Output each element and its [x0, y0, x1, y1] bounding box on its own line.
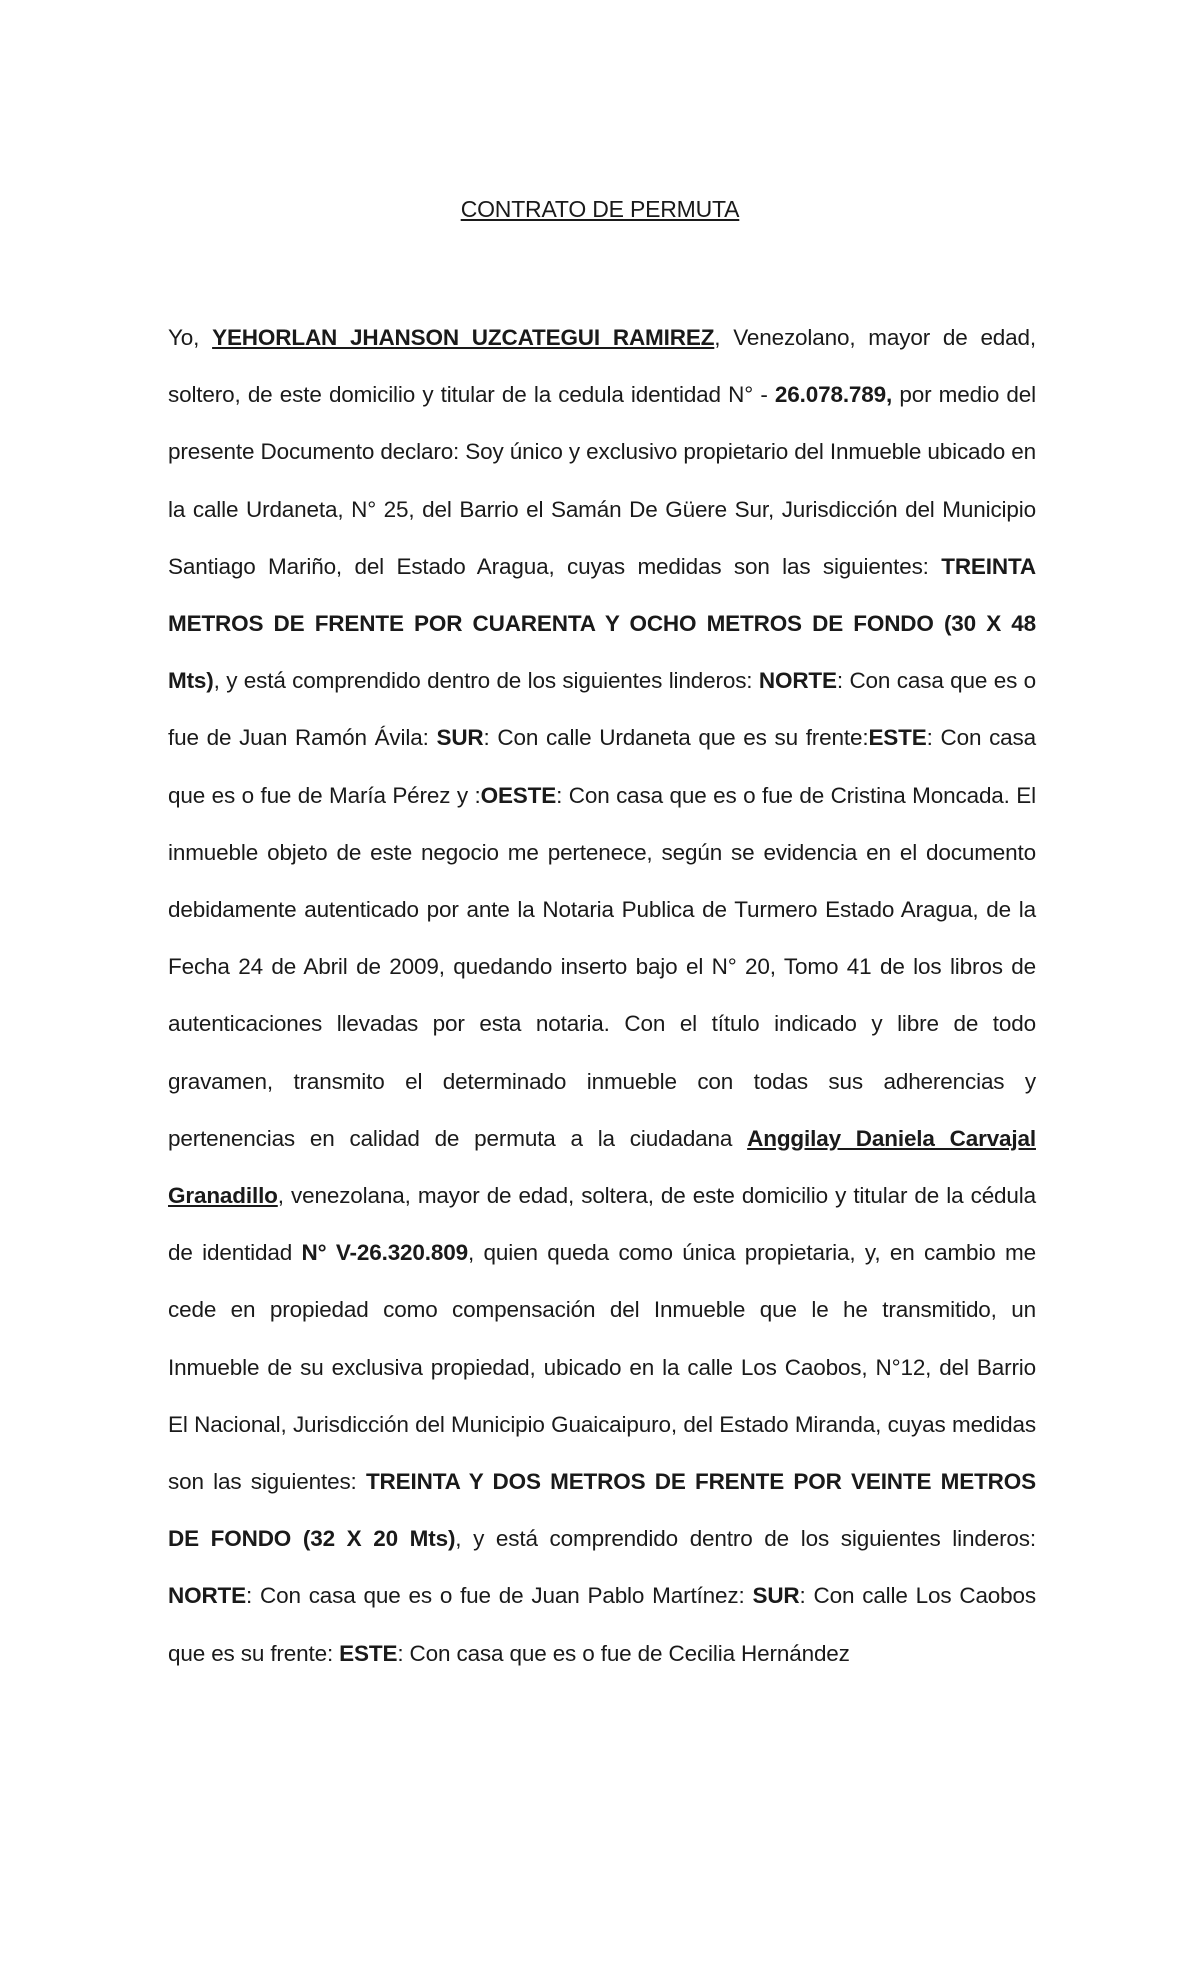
- owner-name: YEHORLAN JHANSON UZCATEGUI RAMIREZ: [212, 325, 715, 350]
- document-title: CONTRATO DE PERMUTA: [460, 196, 740, 222]
- text-run: , y está comprendido dentro de los siguientes linderos:: [213, 668, 759, 694]
- boundary-west-1: OESTE: [480, 782, 557, 808]
- text-run: Yo,: [168, 325, 213, 350]
- property-measures-1: TREINTA METROS DE FRENTE POR CUARENTA Y OCHO METROS DE FONDO (30 X 48 Mts): [168, 553, 1036, 694]
- text-run: : Con casa que es o fue de Cristina Moncada. El inmueble objeto de este negocio me pertenece, según se evidencia en el documento debidamente autenticado por ante la Notaria Publica de Turmero Estado Aragua, de la Fecha 24 de Abril de 2009, quedando inserto bajo el N° 20, Tomo 41 de los libros de autenticaciones llevadas por esta notaria. Con el título indicado y libre de todo gravamen, transmito el determinado inmueble con todas sus adherencias y pertenencias en calidad de permuta a la ciudadana: [168, 782, 1036, 1151]
- text-run: : Con casa que es o fue de María Pérez y :: [168, 725, 1037, 808]
- text-run: por medio del presente Documento declaro: Soy único y exclusivo propietario del Inmueble ubicado en la calle Urdaneta, N° 25, del Barrio el Samán De Güere Sur, Jurisdicción del Municipio Santiago Mariño, del Estado Aragua, cuyas medidas son las siguientes:: [168, 382, 1037, 579]
- text-run: , quien queda como única propietaria, y, en cambio me cede en propiedad como compensación del Inmueble que le he transmitido, un Inmueble de su exclusiva propiedad, ubicado en la calle Los Caobos, N°12, del Barrio El Nacional, Jurisdicción del Municipio Guaicaipuro, del Estado Miranda, cuyas medidas son las siguientes:: [168, 1240, 1036, 1495]
- text-run: : Con calle Los Caobos que es su frente:: [168, 1583, 1036, 1666]
- boundary-east-2: ESTE: [339, 1640, 398, 1666]
- text-run: : Con casa que es o fue de Cecilia Hernández: [397, 1640, 850, 1666]
- text-run: , y está comprendido dentro de los siguientes linderos:: [455, 1526, 1036, 1552]
- boundary-north-2: NORTE: [168, 1583, 247, 1609]
- text-run: : Con calle Urdaneta que es su frente:: [483, 725, 869, 751]
- text-run: , Venezolano, mayor de edad, soltero, de este domicilio y titular de la cedula identidad N° -: [168, 325, 1036, 408]
- text-run: : Con casa que es o fue de Juan Pablo Martínez:: [246, 1583, 753, 1609]
- boundary-east-1: ESTE: [868, 725, 927, 751]
- contract-paragraph: [168, 309, 1036, 1682]
- counterparty-id-number: N° V-26.320.809: [301, 1240, 468, 1266]
- boundary-south-2: SUR: [752, 1583, 800, 1609]
- owner-id-number: 26.078.789,: [774, 382, 893, 408]
- boundary-south-1: SUR: [436, 725, 484, 751]
- boundary-north-1: NORTE: [758, 668, 837, 694]
- text-run: : Con casa que es o fue de Juan Ramón Ávila:: [168, 668, 1036, 751]
- contract-body: [168, 309, 1036, 1682]
- counterparty-name: Anggilay Daniela Carvajal Granadillo: [168, 1125, 1036, 1209]
- text-run: , venezolana, mayor de edad, soltera, de este domicilio y titular de la cédula de identidad: [168, 1183, 1036, 1266]
- property-measures-2: TREINTA Y DOS METROS DE FRENTE POR VEINTE METROS DE FONDO (32 X 20 Mts): [168, 1469, 1036, 1552]
